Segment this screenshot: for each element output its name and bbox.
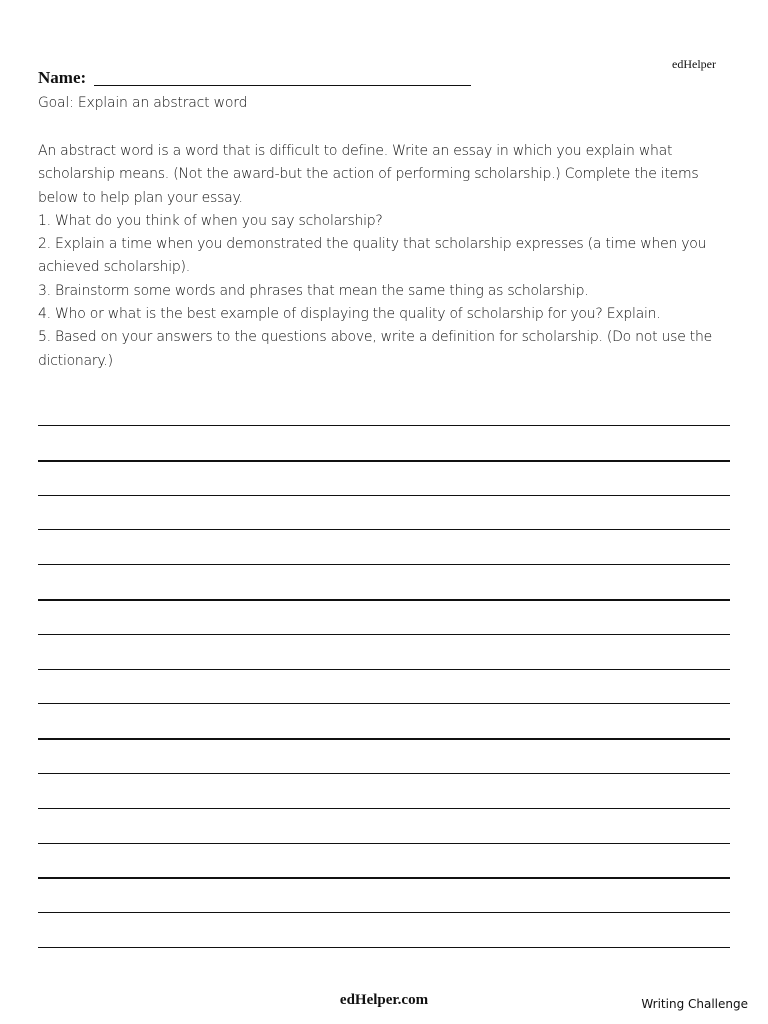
name-label: Name:	[38, 68, 87, 87]
goal-text: Goal: Explain an abstract word	[38, 95, 248, 111]
instruction-item-4: 4. Who or what is the best example of displaying the quality of scholarship for you? Explain.	[38, 306, 661, 323]
writing-line[interactable]	[38, 877, 730, 879]
writing-line[interactable]	[38, 738, 730, 740]
writing-line[interactable]	[38, 634, 730, 635]
writing-line[interactable]	[38, 460, 730, 462]
instruction-item-3: 3. Brainstorm some words and phrases that mean the same thing as scholarship.	[38, 282, 589, 299]
writing-line[interactable]	[38, 495, 730, 496]
writing-line[interactable]	[38, 564, 730, 565]
writing-line[interactable]	[38, 599, 730, 601]
writing-area[interactable]	[38, 0, 730, 1024]
instruction-item-2: 2. Explain a time when you demonstrated the quality that scholarship expresses (a time when you achieved scholarship).	[38, 236, 707, 276]
footer-site: edHelper.com	[339, 992, 429, 1008]
writing-line[interactable]	[38, 843, 730, 844]
writing-line[interactable]	[38, 669, 730, 670]
instruction-item-1: 1. What do you think of when you say scholarship?	[38, 212, 383, 229]
brand-label: edHelper	[672, 57, 716, 71]
footer-label: Writing Challenge	[641, 997, 748, 1011]
writing-line[interactable]	[38, 912, 730, 913]
writing-line[interactable]	[38, 773, 730, 774]
writing-line[interactable]	[38, 808, 730, 809]
intro-paragraph: An abstract word is a word that is difficult to define. Write an essay in which you explain what scholarship means. (Not the award-but the action of performing scholarship.) Complete the items below to help plan your essay.	[38, 143, 699, 206]
writing-line[interactable]	[38, 425, 730, 426]
writing-line[interactable]	[38, 703, 730, 704]
writing-line[interactable]	[38, 529, 730, 530]
writing-line[interactable]	[38, 947, 730, 948]
instruction-item-5: 5. Based on your answers to the questions above, write a definition for scholarship. (Do not use the dictionary.)	[38, 329, 712, 369]
